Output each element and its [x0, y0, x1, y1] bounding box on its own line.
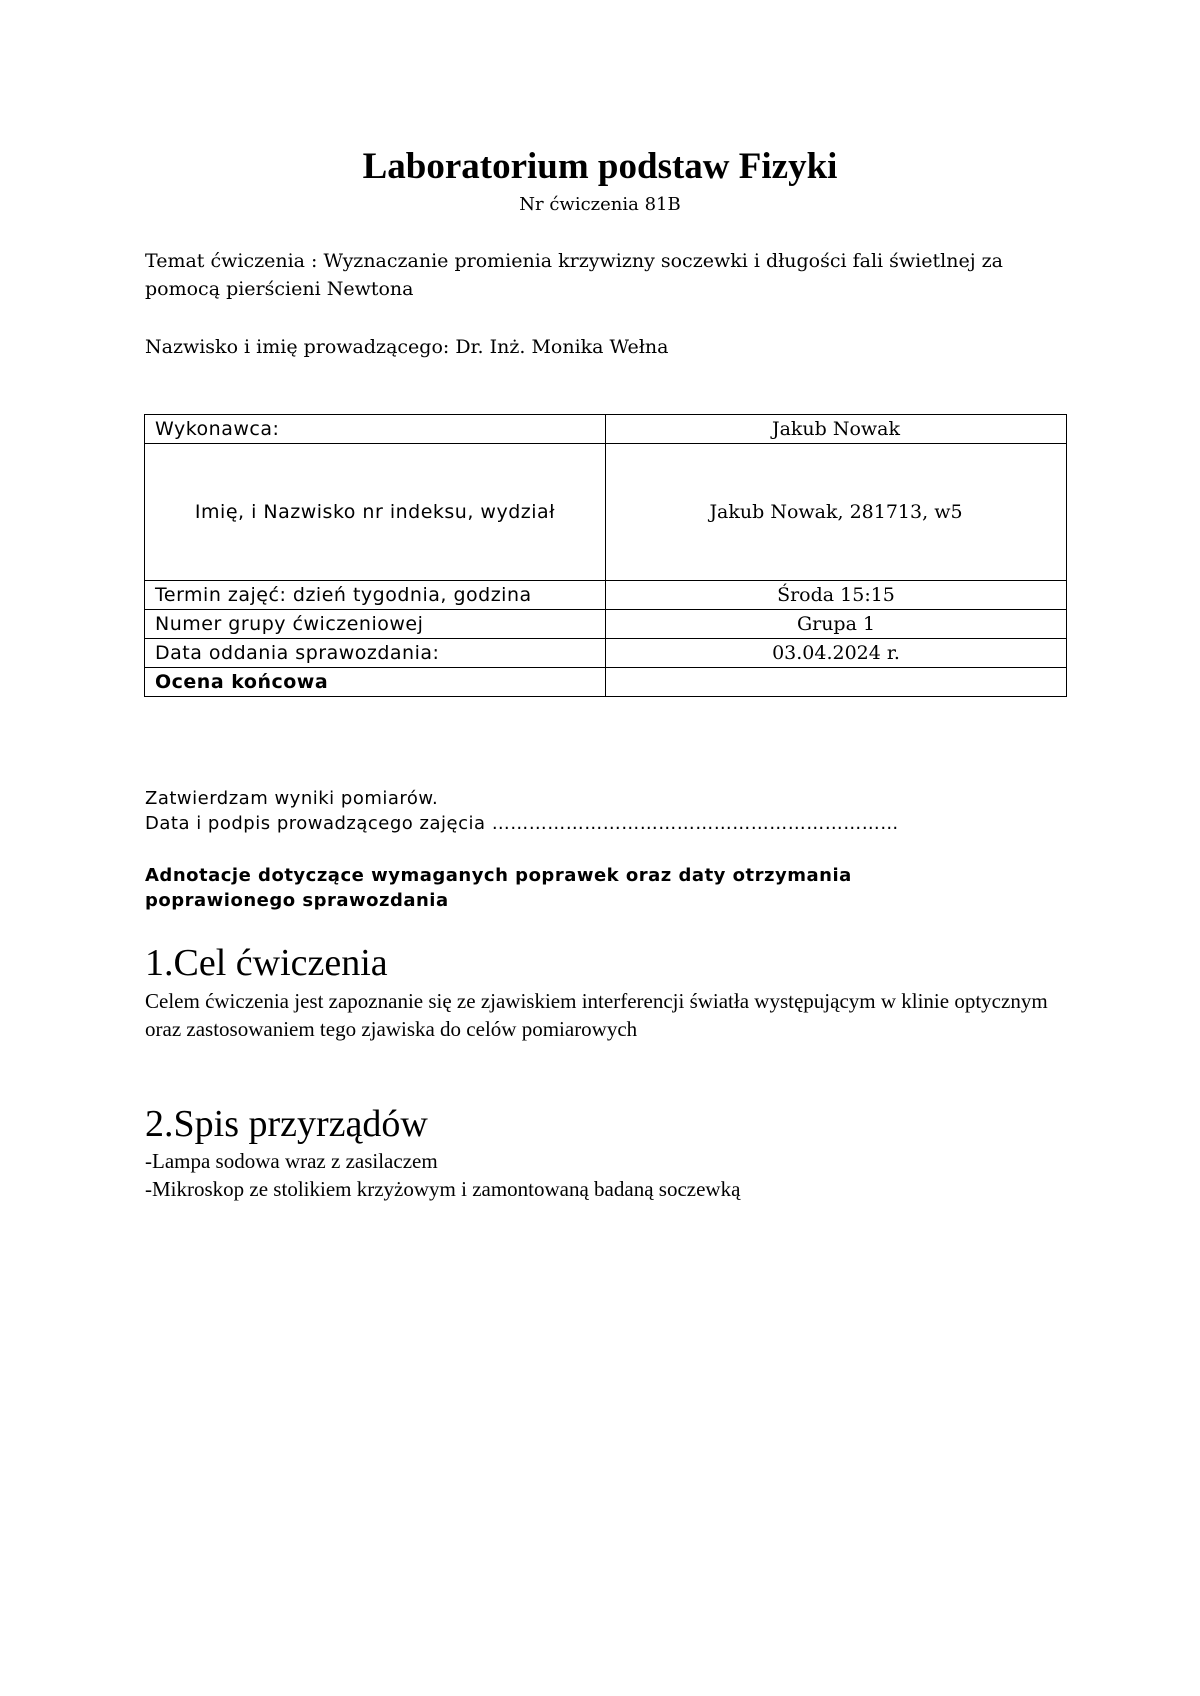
table-cell-value: Grupa 1 — [606, 610, 1067, 639]
table-cell-label: Termin zajęć: dzień tygodnia, godzina — [145, 581, 606, 610]
section-heading-goal: 1.Cel ćwiczenia — [145, 942, 388, 984]
lecturer-name: Nazwisko i imię prowadzącego: Dr. Inż. Monika Wełna — [145, 336, 669, 358]
exercise-number: Nr ćwiczenia 81B — [519, 194, 681, 215]
annotation-heading: Adnotacje dotyczące wymaganych poprawek oraz daty otrzymania poprawionego sprawozdania — [145, 865, 852, 911]
table-cell-label: Numer grupy ćwiczeniowej — [145, 610, 606, 639]
list-item: -Mikroskop ze stolikiem krzyżowym i zamontowaną badaną soczewką — [145, 1177, 741, 1201]
table-cell-label: Imię, i Nazwisko nr indeksu, wydział — [145, 444, 606, 581]
table-cell-value — [606, 668, 1067, 697]
table-cell-value: Jakub Nowak, 281713, w5 — [606, 444, 1067, 581]
table-row — [145, 668, 1067, 697]
section-heading-equipment: 2.Spis przyrządów — [145, 1103, 428, 1145]
signature-line: Data i podpis prowadzącego zajęcia ………………………………………………………… — [145, 813, 899, 834]
table-cell-label: Data oddania sprawozdania: — [145, 639, 606, 668]
approval-text: Zatwierdzam wyniki pomiarów. — [145, 788, 439, 809]
exercise-topic: Temat ćwiczenia : Wyznaczanie promienia krzywizny soczewki i długości fali świetlnej za pomocą pierścieni Newtona — [145, 250, 1003, 300]
table-row — [145, 444, 1067, 581]
table-row — [145, 415, 1067, 444]
table-cell-label: Wykonawca: — [145, 415, 606, 444]
table-cell-value: 03.04.2024 r. — [606, 639, 1067, 668]
table-cell-value: Środa 15:15 — [606, 581, 1067, 610]
table-row — [145, 610, 1067, 639]
table-row — [145, 639, 1067, 668]
info-table — [144, 414, 1067, 697]
table-cell-value: Jakub Nowak — [606, 415, 1067, 444]
section-text-goal: Celem ćwiczenia jest zapoznanie się ze zjawiskiem interferencji światła występującym w klinie optycznym oraz zastosowaniem tego zjawiska do celów pomiarowych — [145, 989, 1048, 1041]
table-cell-label: Ocena końcowa — [145, 668, 606, 697]
list-item: -Lampa sodowa wraz z zasilaczem — [145, 1149, 438, 1173]
document-title: Laboratorium podstaw Fizyki — [362, 146, 838, 187]
table-row — [145, 581, 1067, 610]
